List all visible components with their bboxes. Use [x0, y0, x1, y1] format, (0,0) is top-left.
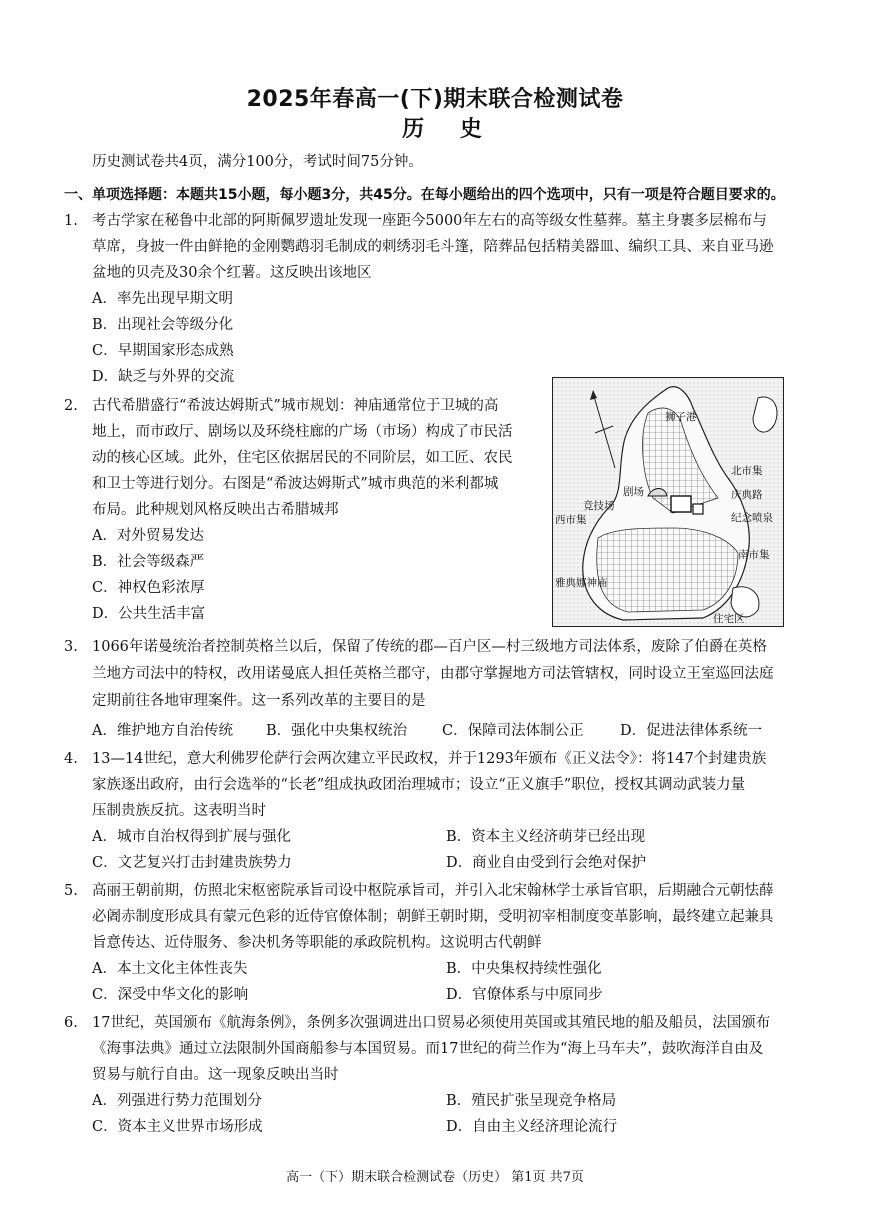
answer-option: A．本土文化主体性丧失 [92, 961, 248, 977]
question-text-line: 家族逐出政府，由行会选举的“长老”组成执政团治理城市；设立“正义旗手”职位，授权其调动武装力量 [92, 777, 746, 793]
answer-option: D．商业自由受到行会绝对保护 [446, 855, 647, 871]
answer-option: B．资本主义经济萌芽已经出现 [446, 829, 646, 845]
answer-option: C．文艺复兴打击封建贵族势力 [92, 855, 292, 871]
question-number: 6. [64, 1015, 78, 1031]
question-text-line: 压制贵族反抗。这表明当时 [92, 803, 266, 819]
map-label: 庆典路 [731, 489, 763, 501]
question-number: 3. [64, 639, 78, 655]
miletus-city-map [552, 377, 784, 627]
answer-option: A．对外贸易发达 [92, 528, 204, 544]
answer-option: B．社会等级森严 [92, 554, 205, 570]
map-label: 雅典娜神庙 [555, 577, 608, 589]
answer-option: D．自由主义经济理论流行 [446, 1119, 618, 1135]
question-text-line: 兰地方司法中的特权，改用诺曼底人担任英格兰郡守，由郡守掌握地方司法管辖权，同时设立王室巡回法庭 [92, 666, 774, 682]
question-text-line: 定期前往各地审理案件。这一系列改革的主要目的是 [92, 693, 426, 709]
question-text-line: 13—14世纪，意大利佛罗伦萨行会两次建立平民政权，并于1293年颁布《正义法令》：将147个封建贵族 [92, 751, 767, 767]
question-text-line: 古代希腊盛行“希波达姆斯式”城市规划：神庙通常位于卫城的高 [92, 398, 499, 414]
answer-option: C．保障司法体制公正 [442, 723, 584, 739]
page-title: 2025年春高一(下)期末联合检测试卷 [246, 87, 624, 112]
temple-block [693, 504, 703, 514]
answer-option: A．率先出现早期文明 [92, 291, 233, 307]
answer-option: B．中央集权持续性强化 [446, 961, 602, 977]
answer-option: A．维护地方自治传统 [92, 723, 233, 739]
answer-option: B．强化中央集权统治 [266, 723, 408, 739]
answer-option: B．殖民扩张呈现竞争格局 [446, 1093, 617, 1109]
answer-option: D．促进法律体系统一 [620, 723, 763, 739]
question-text-line: 高丽王朝前期，仿照北宋枢密院承旨司设中枢院承旨司，并引入北宋翰林学士承旨官职，后期融合元朝怯薛 [92, 883, 774, 899]
question-text-line: 布局。此种规划风格反映出古希腊城邦 [92, 502, 339, 518]
map-label: 竞技场 [583, 500, 615, 512]
question-text-line: 1066年诺曼统治者控制英格兰以后，保留了传统的郡—百户区—村三级地方司法体系，废除了伯爵在英格 [92, 639, 767, 655]
map-label: 西市集 [555, 514, 587, 526]
page-footer: 高一（下）期末联合检测试卷（历史） 第1页 共7页 [286, 1170, 584, 1185]
question-text-line: 草席，身披一件由鲜艳的金刚鹦鹉羽毛制成的刺绣羽毛斗篷，陪葬品包括精美器皿、编织工具、来自亚马逊 [92, 239, 774, 255]
answer-option: A．列强进行势力范围划分 [92, 1093, 262, 1109]
answer-option: B．出现社会等级分化 [92, 317, 234, 333]
question-text-line: 地上，而市政厅、剧场以及环绕柱廊的广场（市场）构成了市民活 [92, 424, 513, 440]
question-number: 2. [64, 398, 78, 414]
answer-option: D．缺乏与外界的交流 [92, 369, 235, 385]
answer-option: D．公共生活丰富 [92, 606, 206, 622]
map-illustration [553, 378, 783, 626]
map-label: 南市集 [738, 549, 770, 561]
question-text-line: 旨意传达、近侍服务、参决机务等职能的承政院机构。这说明古代朝鲜 [92, 935, 542, 951]
answer-option: C．深受中华文化的影响 [92, 987, 249, 1003]
map-label: 狮子港 [665, 411, 697, 423]
answer-option: C．早期国家形态成熟 [92, 343, 234, 359]
answer-option: D．官僚体系与中原同步 [446, 987, 603, 1003]
exam-intro: 历史测试卷共4页，满分100分，考试时间75分钟。 [92, 154, 423, 170]
question-number: 5. [64, 883, 78, 899]
section-heading: 一、单项选择题：本题共15小题，每小题3分，共45分。在每小题给出的四个选项中，只有一项是符合题目要求的。 [64, 187, 785, 203]
map-label: 住宅区 [713, 613, 745, 625]
south-residential-grid [597, 528, 738, 612]
map-label: 纪念喷泉 [731, 512, 773, 524]
question-text-line: 贸易与航行自由。这一现象反映出当时 [92, 1067, 339, 1083]
question-text-line: 必阇赤制度形成具有蒙元色彩的近侍官僚体制；朝鲜王朝时期，受明初宰相制度变革影响，最终建立起兼具 [92, 909, 774, 925]
answer-option: C．神权色彩浓厚 [92, 580, 205, 596]
map-label: 剧场 [623, 486, 644, 498]
question-text-line: 考古学家在秘鲁中北部的阿斯佩罗遗址发现一座距今5000年左右的高等级女性墓葬。墓主身裹多层棉布与 [92, 213, 767, 229]
question-text-line: 和卫士等进行划分。右图是“希波达姆斯式”城市典范的米利都城 [92, 476, 499, 492]
subject-title: 历 史 [402, 117, 496, 142]
question-text-line: 动的核心区域。此外，住宅区依据居民的不同阶层，如工匠、农民 [92, 450, 513, 466]
answer-option: A．城市自治权得到扩展与强化 [92, 829, 291, 845]
question-number: 1. [64, 213, 78, 229]
agora-block [671, 496, 691, 512]
answer-option: C．资本主义世界市场形成 [92, 1119, 263, 1135]
question-text-line: 17世纪，英国颁布《航海条例》，条例多次强调进出口贸易必须使用英国或其殖民地的船及船员，法国颁布 [92, 1015, 771, 1031]
map-label: 北市集 [731, 465, 763, 477]
question-number: 4. [64, 751, 78, 767]
question-text-line: 《海事法典》通过立法限制外国商船参与本国贸易。而17世纪的荷兰作为“海上马车夫”，鼓吹海洋自由及 [92, 1041, 764, 1057]
question-text-line: 盆地的贝壳及30余个红薯。这反映出该地区 [92, 265, 372, 281]
